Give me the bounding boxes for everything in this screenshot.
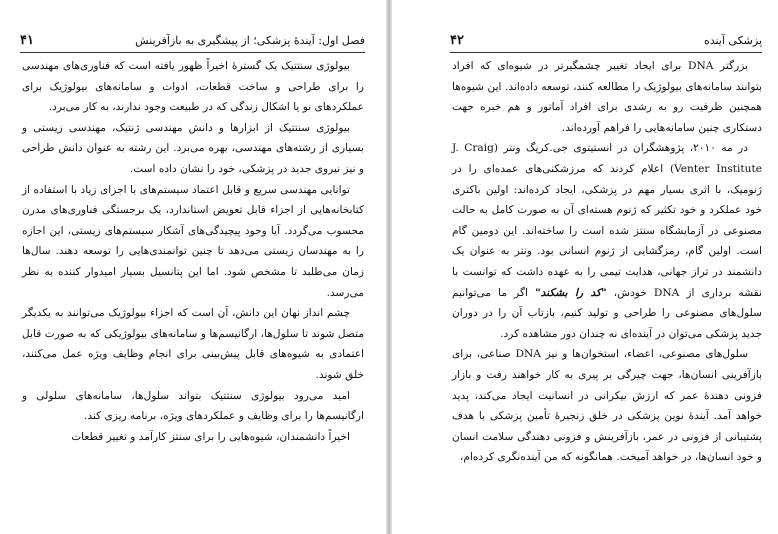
paragraph: اخیراً دانشمندان، شیوه‌هایی را برای سنتز کارآمد و تغییر قطعات (71, 430, 350, 443)
paragraph-text: در مه ۲۰۱۰، پژوهشگران در انستیتوی جی.کریگ ونتر (J. Craig Venter Institute) اعلام کردند که مرزشکنی‌های عمده‌ای را در ژنومیک، با اثری بسیار مهم در پزشکی، ایجاد کرده‌اند: اولین باکتری خود عملکرد و خود تکثیر که ژنوم هسته‌ای آن به صورت کامل به حالت مصنوعی در آزمایشگاه سنتز شده است را ساخته‌اند. این دومین گام است. اولین گام، رمزگشایی از ژنوم انسانی بود. ونتر به عنوان یک دانشمند در تراز جهانی، هدایت تیمی را به عهده داشت که توانست با نقشه برداری از DNA خودش، (452, 142, 762, 299)
page-number-right: ۴۲ (450, 33, 464, 48)
paragraph: بیولوژی سنتتیک یک گسترهٔ اخیراً ظهور یافته است که فناوری‌های مهندسی را برای طراحی و ساخت قطعات، ادوات و سامانه‌های بیولوژیک برای عملکردهای نو یا اشکال زندگی که در طبیعت وجود ندارند، به کار می‌برد. (22, 60, 364, 114)
page-number-left: ۴۱ (20, 33, 34, 48)
paragraph: بیولوژی سنتتیک از ابزارها و دانش مهندسی ژنتیک، مهندسی زیستی و بسیاری از رشته‌های مهندسی، بهره می‌برد. این رشته به عنوان دانش طراحی و نیز نیروی جدید در پزشکی، خود را نشان داده است. (22, 121, 364, 175)
paragraph: توانایی مهندسی سریع و قابل اعتماد سیستم‌های با اجزای زیاد با استفاده از کتابخانه‌هایی از اجزاء قابل تعویض استاندارد، یک برجستگی فناوری‌های مدرن محسوب می‌گردد. آیا وجود پیچیدگی‌های آشکار سیستم‌های زیستی، این اجازه را به مهندسان زیستی می‌دهد تا چنین توانمندی‌هایی را توسعه دهند. سال‌ها زمان می‌طلبد تا مشخص شود. اما این پتانسیل بسیار امیدوار کننده به نظر می‌رسد. (22, 183, 364, 299)
book-title: پزشکی آینده (703, 34, 762, 47)
paragraph: بزرگتر DNA برای ایجاد تغییر چشمگیرتر در شیوه‌ای که افراد بتوانند سامانه‌های بیولوژیک را مطالعه کنند، توسعه داده‌اند. این شیوه‌ها همچنین ظرفیت رو به رشدی برای افراد آماتور و هم خبره جهت دستکاری چنین سامانه‌هایی را فراهم آورده‌اند. (452, 60, 762, 134)
left-running-head (20, 32, 365, 50)
paragraph: امید می‌رود بیولوژی سنتتیک بتواند سلول‌ها، سامانه‌های سلولی و ارگانیسم‌ها را برای وظایف و عملکردهای ویژه، برنامه ریزی کند. (22, 389, 364, 423)
chapter-title: فصل اول: آیندهٔ پزشکی؛ از پیشگیری به بازآفرینش (135, 34, 365, 47)
right-running-head (450, 32, 762, 50)
paragraph (452, 138, 762, 344)
header-rule-right (450, 52, 762, 53)
left-page (0, 0, 388, 534)
left-body-text (22, 56, 364, 447)
paragraph: چشم انداز نهان این دانش، آن است که اجزاء بیولوژیک می‌توانند به یکدیگر متصل شوند تا سلول‌ها، ارگانیسم‌ها و سامانه‌های بیولوژیکی که به صورت قابل اعتمادی به شیوه‌های قابل پیش‌بینی برای انجام وظایف ویژه عمل می‌کنند، خلق شوند. (22, 307, 364, 381)
header-rule-left (20, 52, 365, 53)
paragraph-text: اگر ما می‌توانیم سلول‌های مصنوعی را طراحی و تولید کنیم، بازتاب آن را در دوران جدید پزشکی می‌توان در آینده‌ای نه چندان دور مشاهده کرد. (452, 286, 762, 340)
paragraph: سلول‌های مصنوعی، اعضاء، استخوان‌ها و نیز DNA صناعی، برای بازآفرینی انسان‌ها، جهت چیرگی بر پیری به کار خواهند رفت و بازار فزونی دهندهٔ عمر که ارزش بیکرانی در انسانیت ایجاد می‌کند، پدید خواهد آمد. آیندهٔ نوین پزشکی در خلق زنجیرهٔ تأمین پزشکی با هدف پشتیبانی از فزونی در عمر، بازآفرینش و فزونی دهندگی سلامت انسان و خود انسان‌ها، در خواهد آمیخت. همانگونه که من آینده‌نگری کرده‌ام، (452, 348, 762, 464)
right-body-text (452, 56, 762, 468)
right-page (392, 0, 778, 534)
emphasis-quote: "کد را بشکند" (535, 286, 607, 299)
